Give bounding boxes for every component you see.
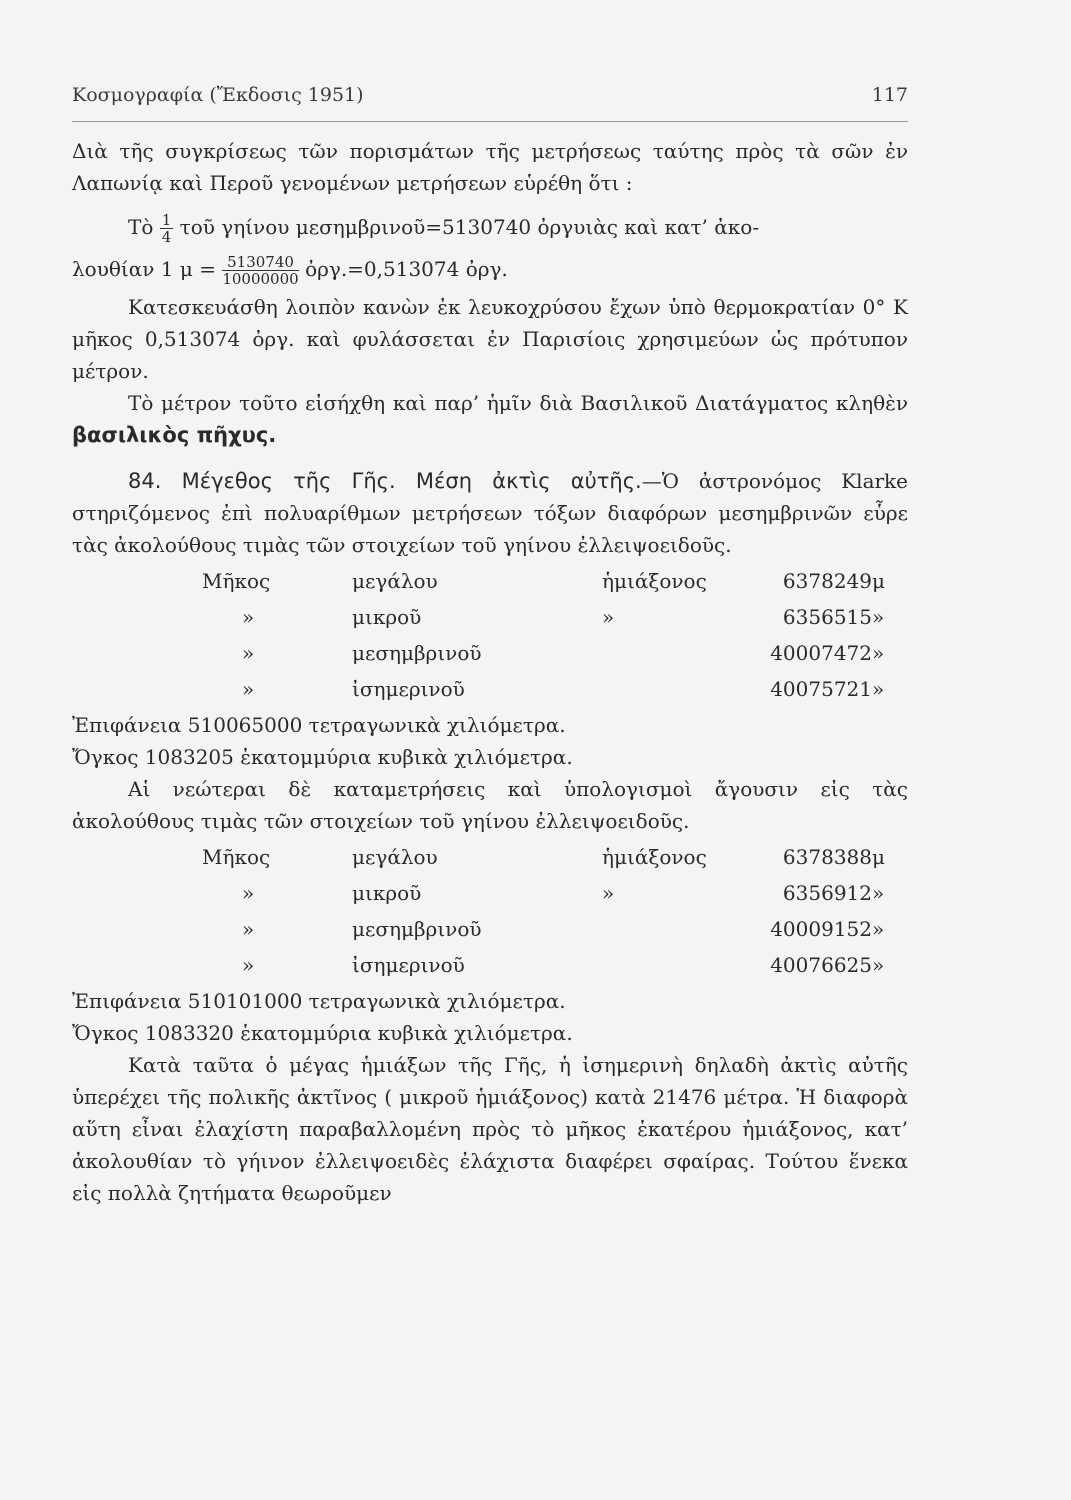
row-value: 6356515	[782, 605, 872, 629]
row-label: »	[242, 881, 255, 905]
table-row	[202, 875, 902, 911]
decree-text: Τὸ μέτρον τοῦτο εἰσήχθη καὶ παρ’ ἡμῖν διὰ Βασιλικοῦ Διατάγματος κληθὲν	[128, 391, 908, 415]
paragraph-prototype: Κατεσκευάσθη λοιπὸν κανὼν ἐκ λευκοχρύσου ἔχων ὑπὸ θερμοκρατίαν 0° Κ μῆκος 0,513074 ὀργ. καὶ φυλάσσεται ἐν Παρισίοις χρησιμεύων ὡς πρότυπον μέτρον.	[72, 295, 908, 383]
row-label: »	[242, 917, 255, 941]
row-kind	[602, 635, 752, 671]
page-number: 117	[871, 84, 908, 106]
table-row	[202, 947, 902, 983]
row-label: »	[242, 605, 255, 629]
fraction-numerator: 5130740	[222, 254, 298, 271]
paragraph-royal-decree	[72, 387, 908, 451]
row-value: 40075721	[770, 677, 872, 701]
row-label: »	[242, 677, 255, 701]
volume-line-1: Ὄγκος 1083205 ἑκατομμύρια κυβικὰ χιλιόμετρα.	[72, 745, 573, 769]
volume-line-2: Ὄγκος 1083320 ἑκατομμύρια κυβικὰ χιλιόμετρα.	[72, 1021, 573, 1045]
row-kind	[602, 671, 752, 707]
table-row	[202, 563, 902, 599]
royal-cubit-term: βασιλικὸς πῆχυς.	[72, 423, 277, 447]
table-row	[202, 671, 902, 707]
row-axis: μεσημβρινοῦ	[352, 917, 482, 941]
row-value: 6378388	[782, 845, 872, 869]
row-kind: ἡμιάξονος	[602, 845, 707, 869]
dimensions-table-klarke	[202, 563, 902, 707]
row-axis: μικροῦ	[352, 605, 422, 629]
fraction-numerator: 1	[161, 211, 172, 229]
surface-line-1: Ἐπιφάνεια 510065000 τετραγωνικὰ χιλιόμετρα.	[72, 713, 566, 737]
formula-meter-value	[72, 247, 908, 291]
row-label: »	[242, 641, 255, 665]
row-axis: μεσημβρινοῦ	[352, 641, 482, 665]
surface-line-2: Ἐπιφάνεια 510101000 τετραγωνικὰ χιλιόμετρα.	[72, 989, 566, 1013]
table-row	[202, 911, 902, 947]
row-label: »	[242, 953, 255, 977]
formula-text-rest: ὀργ.=0,513074 ὀργ.	[305, 257, 508, 281]
paragraph-newer-measurements: Αἱ νεώτεραι δὲ καταμετρήσεις καὶ ὑπολογισμοὶ ἄγουσιν εἰς τὰς ἀκολούθους τιμὰς τῶν στοιχείων τοῦ γηίνου ἐλλειψοειδοῦς.	[72, 777, 908, 833]
row-value: 40007472	[770, 641, 872, 665]
row-kind	[602, 947, 752, 983]
row-kind: »	[602, 605, 615, 629]
fraction-denominator: 10000000	[222, 270, 299, 288]
section-text: —Ὁ ἀστρονόμος Klarke στηριζόμενος ἐπὶ πολυαρίθμων μετρήσεων τόξων διαφόρων μεσημβρινῶν εὗρε τὰς ἀκολούθους τιμὰς τῶν στοιχείων τοῦ γηίνου ἐλλειψοειδοῦς.	[72, 469, 909, 557]
fraction-meter	[222, 254, 298, 287]
table-row	[202, 839, 902, 875]
row-unit: »	[872, 917, 885, 941]
row-axis: ἰσημερινοῦ	[352, 953, 465, 977]
row-kind	[602, 911, 752, 947]
dimensions-table-newer	[202, 839, 902, 983]
row-unit: »	[872, 677, 885, 701]
formula-text-rest: τοῦ γηίνου μεσημβρινοῦ=5130740 ὀργυιὰς καὶ κατ’ ἀκο-	[179, 215, 760, 239]
row-value: 6378249	[782, 569, 872, 593]
formula-text-start: Τὸ	[128, 215, 154, 239]
row-axis: μεγάλου	[352, 569, 438, 593]
table-row	[202, 599, 902, 635]
running-title: Κοσμογραφία (Ἔκδοσις 1951)	[72, 84, 364, 106]
row-unit: »	[872, 881, 885, 905]
row-label: Μῆκος	[202, 569, 271, 593]
formula-quarter-meridian	[72, 207, 908, 247]
table-row	[202, 635, 902, 671]
row-unit: μ	[872, 845, 885, 869]
row-unit: »	[872, 953, 885, 977]
header-rule	[72, 121, 908, 122]
section-title: 84. Μέγεθος τῆς Γῆς. Μέση ἀκτὶς αὐτῆς.	[128, 469, 642, 493]
row-axis: ἰσημερινοῦ	[352, 677, 465, 701]
section-84	[72, 465, 908, 561]
page-body	[72, 135, 908, 1209]
row-unit: »	[872, 605, 885, 629]
page-header	[72, 84, 908, 106]
paragraph-comparison: Διὰ τῆς συγκρίσεως τῶν πορισμάτων τῆς μετρήσεως ταύτης πρὸς τὰ σῶν ἐν Λαπωνίᾳ καὶ Περοῦ γενομένων μετρήσεων εὑρέθη ὅτι :	[72, 139, 908, 195]
formula-text-start: λουθίαν 1 μ =	[72, 257, 216, 281]
row-axis: μεγάλου	[352, 845, 438, 869]
row-kind: ἡμιάξονος	[602, 569, 707, 593]
row-value: 40076625	[770, 953, 872, 977]
row-value: 6356912	[782, 881, 872, 905]
paragraph-conclusion: Κατὰ ταῦτα ὁ μέγας ἡμιάξων τῆς Γῆς, ἡ ἰσημερινὴ δηλαδὴ ἀκτὶς αὐτῆς ὑπερέχει τῆς πολικῆς ἀκτῖνος ( μικροῦ ἡμιάξονος) κατὰ 21476 μέτρα. Ἡ διαφορὰ αὕτη εἶναι ἐλαχίστη παραβαλλομένη πρὸς τὸ μῆκος ἑκατέρου ἡμιάξονος, κατ’ ἀκολουθίαν τὸ γήινον ἐλλειψοειδὲς ἐλάχιστα διαφέρει σφαίρας. Τούτου ἕνεκα εἰς πολλὰ ζητήματα θεωροῦμεν	[72, 1053, 908, 1205]
row-label: Μῆκος	[202, 845, 271, 869]
fraction-one-quarter	[160, 212, 174, 245]
row-value: 40009152	[770, 917, 872, 941]
row-unit: μ	[872, 569, 885, 593]
fraction-denominator: 4	[161, 228, 172, 246]
row-axis: μικροῦ	[352, 881, 422, 905]
row-kind: »	[602, 881, 615, 905]
row-unit: »	[872, 641, 885, 665]
